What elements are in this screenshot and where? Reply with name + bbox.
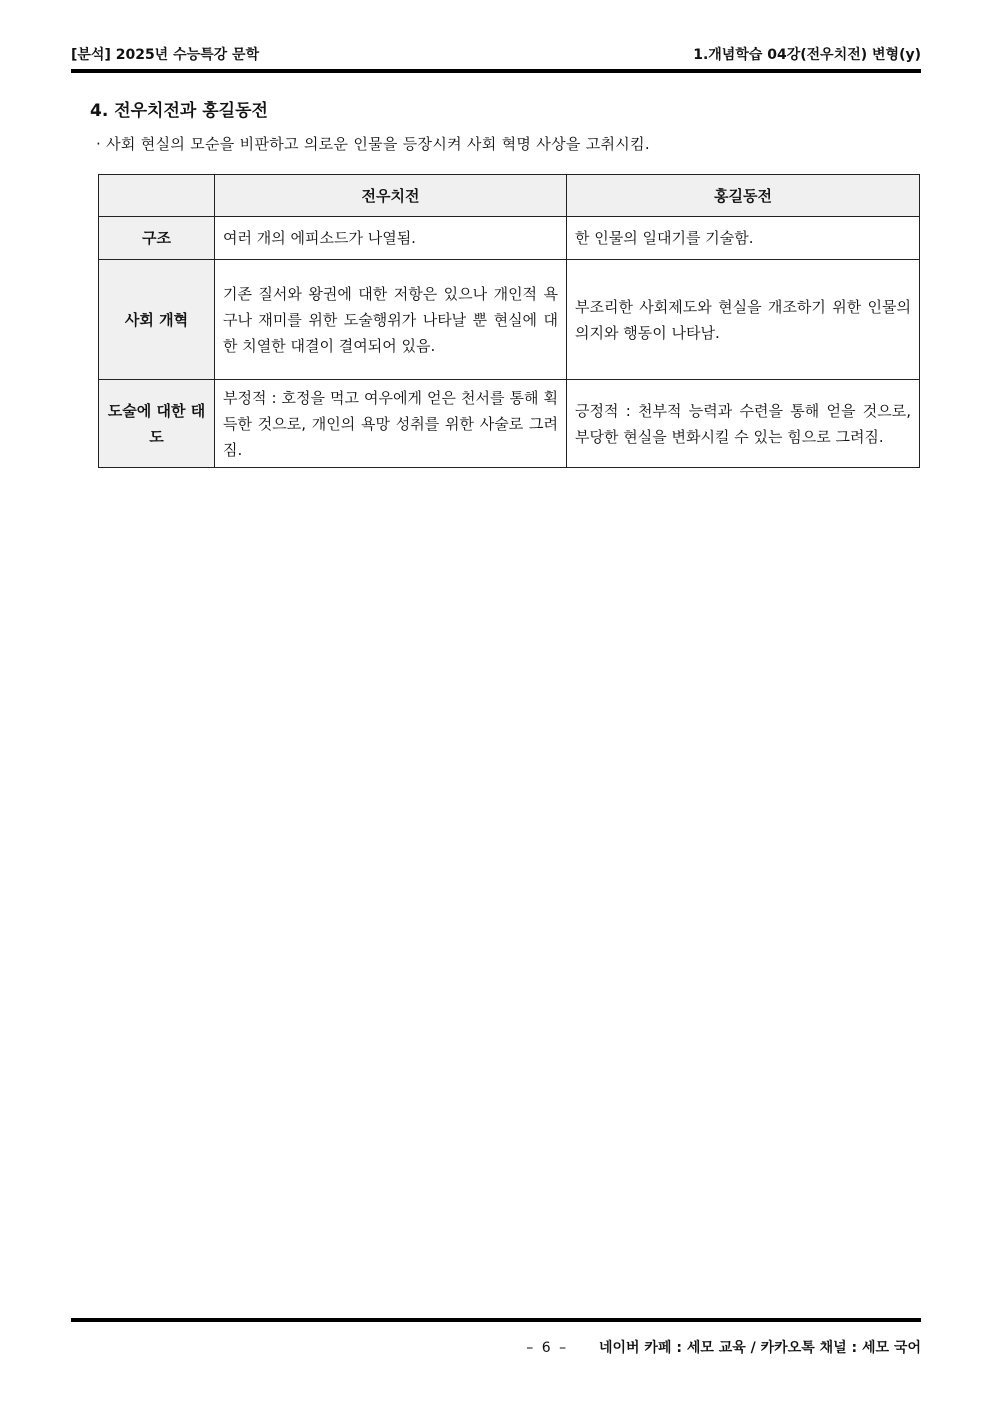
table-row bbox=[99, 260, 920, 380]
table-cell: 한 인물의 일대기를 기술함. bbox=[567, 217, 920, 260]
section-bullet: · 사회 현실의 모순을 비판하고 의로운 인물을 등장시켜 사회 혁명 사상을 고취시킴. bbox=[96, 135, 650, 153]
footer-rule bbox=[71, 1318, 921, 1322]
table-header-honggildong: 홍길동전 bbox=[567, 175, 920, 217]
table-header-row bbox=[99, 175, 920, 217]
footer-channel-text: 네이버 카페 : 세모 교육 / 카카오톡 채널 : 세모 국어 bbox=[598, 1340, 921, 1356]
table-header-jeonuchi: 전우치전 bbox=[215, 175, 567, 217]
comparison-table bbox=[98, 174, 920, 468]
table-row bbox=[99, 380, 920, 468]
table-cell: 기존 질서와 왕권에 대한 저항은 있으나 개인적 욕구나 재미를 위한 도술행위가 나타날 뿐 현실에 대한 치열한 대결이 결여되어 있음. bbox=[215, 260, 567, 380]
page-header bbox=[71, 44, 921, 66]
section-title: 4. 전우치전과 홍길동전 bbox=[90, 101, 268, 121]
header-right-title: 1.개념학습 04강(전우치전) 변형(y) bbox=[693, 47, 921, 63]
table-header-corner bbox=[99, 175, 215, 217]
header-left-title: [분석] 2025년 수능특강 문학 bbox=[71, 47, 260, 63]
table-cell: 부정적 : 호정을 먹고 여우에게 얻은 천서를 통해 획득한 것으로, 개인의 욕망 성취를 위한 사술로 그려짐. bbox=[215, 380, 567, 468]
table-cell: 여러 개의 에피소드가 나열됨. bbox=[215, 217, 567, 260]
table-cell: 긍정적 : 천부적 능력과 수련을 통해 얻을 것으로, 부당한 현실을 변화시킬 수 있는 힘으로 그려짐. bbox=[567, 380, 920, 468]
table-row bbox=[99, 217, 920, 260]
page-footer bbox=[526, 1337, 921, 1357]
row-label: 사회 개혁 bbox=[99, 260, 215, 380]
header-rule bbox=[71, 69, 921, 73]
table-cell: 부조리한 사회제도와 현실을 개조하기 위한 인물의 의지와 행동이 나타남. bbox=[567, 260, 920, 380]
row-label: 구조 bbox=[99, 217, 215, 260]
row-label: 도술에 대한 태도 bbox=[99, 380, 215, 468]
page-number: – 6 – bbox=[526, 1340, 569, 1356]
